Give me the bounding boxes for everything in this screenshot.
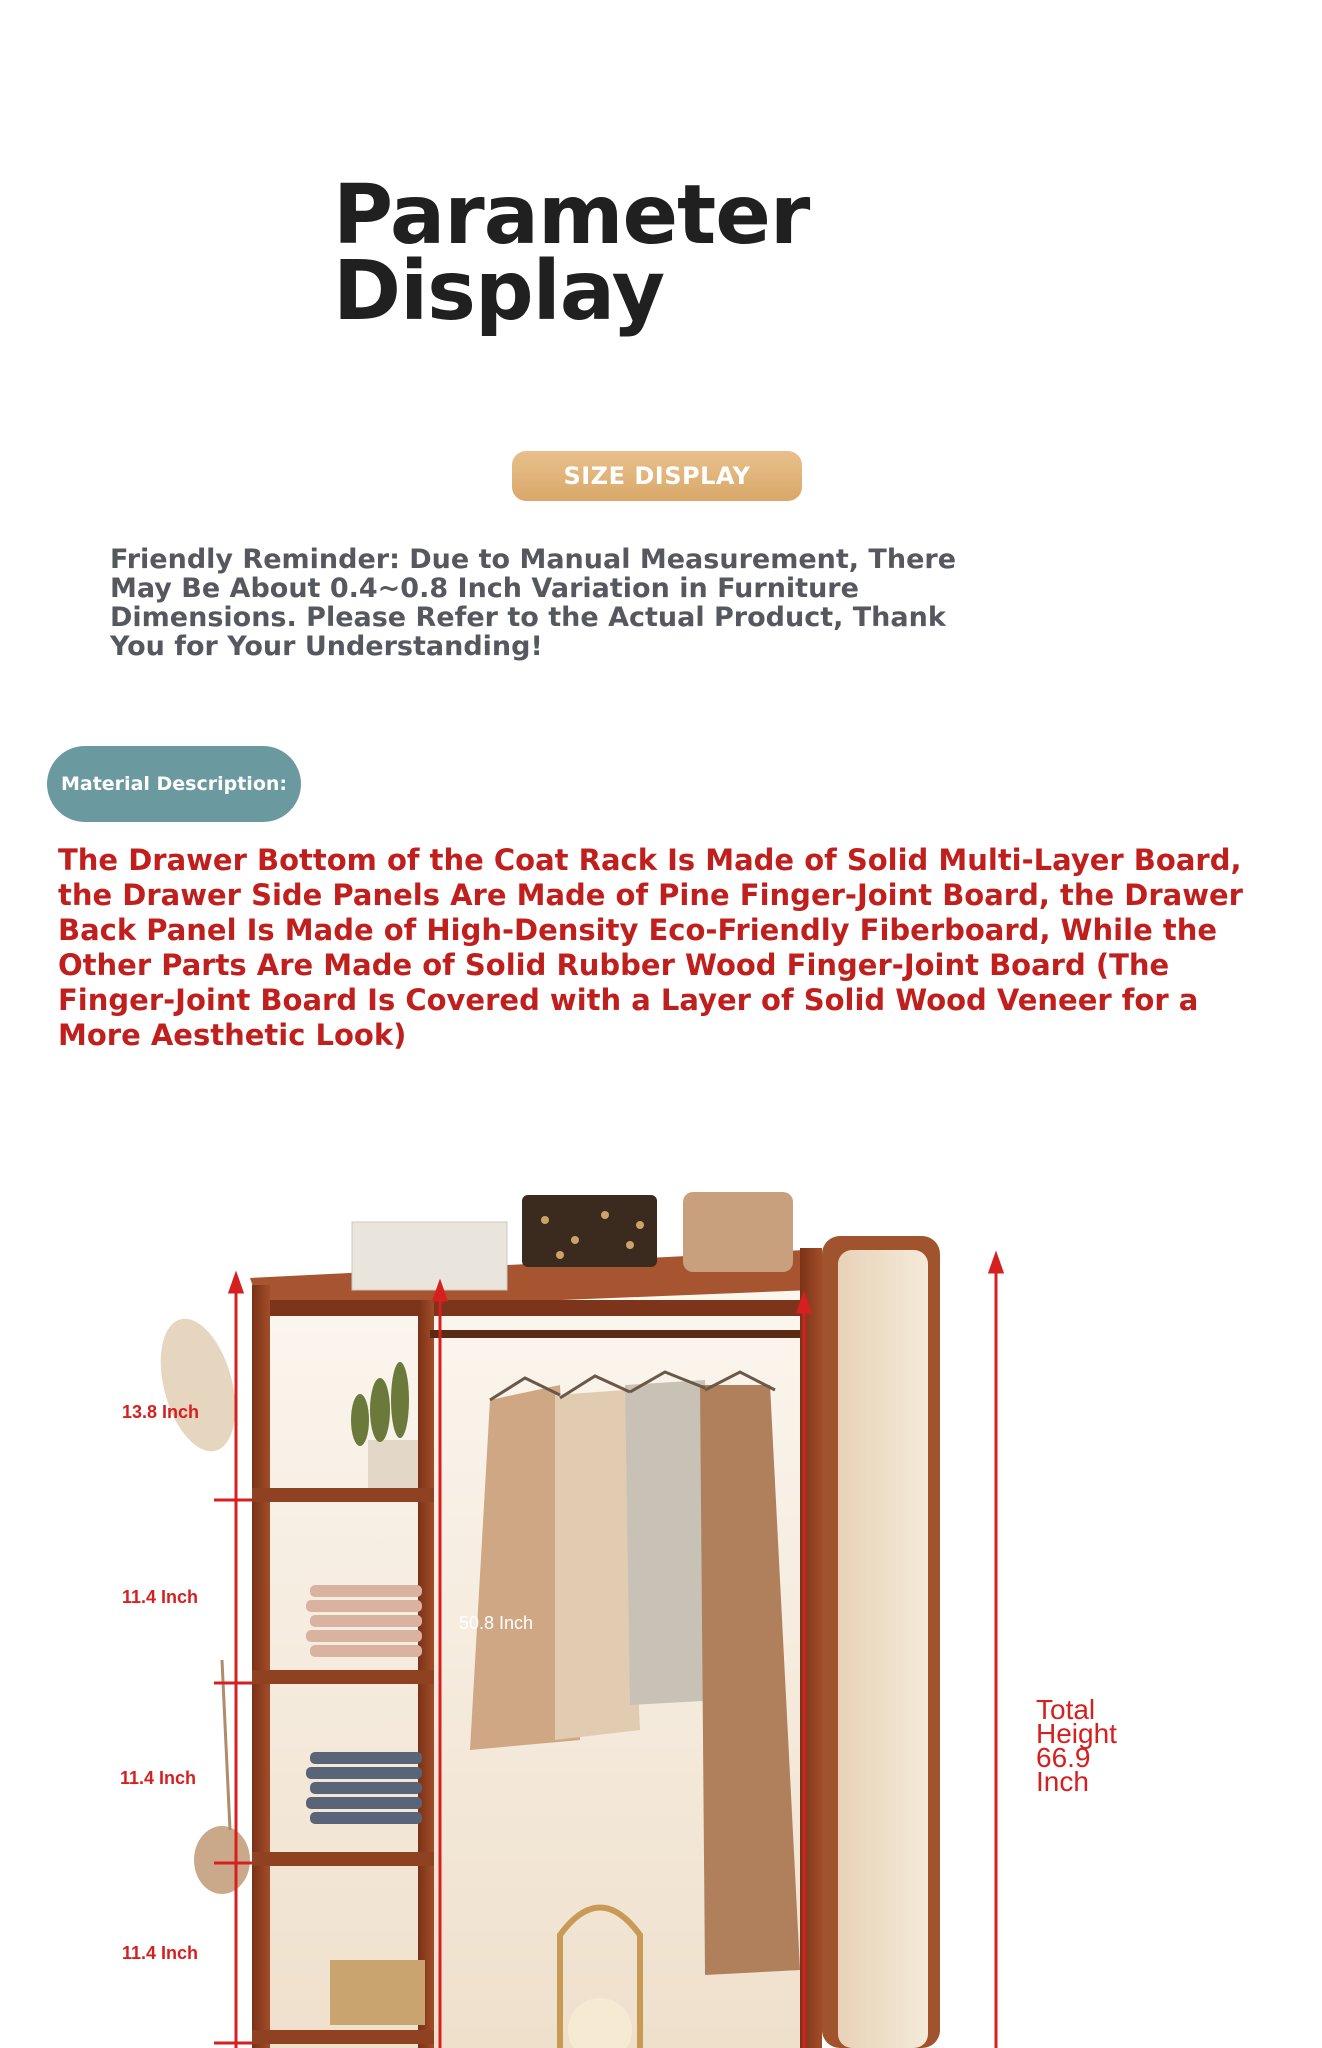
shelf [252,2030,434,2044]
shelf-2-height: 11.4 Inch [122,1587,199,1607]
material-description-text: The Drawer Bottom of the Coat Rack Is Made of Solid Multi-Layer Board, the Drawer Side Panels Are Made of Pine Finger-Joint Board, the Drawer Back Panel Is Made of High-Density Eco-Friendly Fiberboard, While the Other Parts Are Made of Solid Rubber Wood Finger-Joint Board (The Finger-Joint Board Is Covered with a Layer of Solid Wood Veneer for a More Aesthetic Look) [58,843,1243,1052]
total-height-line-3: 66.9 [1036,1742,1091,1773]
coat-rack-illustration [0,1150,1322,2048]
title-line-1: Parameter [333,168,810,263]
friendly-reminder: Friendly Reminder: Due to Manual Measurement, There May Be About 0.4~0.8 Inch Variation in Furniture Dimensions. Please Refer to the Actual Product, Thank You for Your Understanding! [110,544,957,662]
title-line-2: Display [333,244,665,339]
shelf [252,1852,434,1866]
hanging-rail [430,1330,800,1338]
total-height-line-4: Inch [1036,1766,1089,1797]
round-box-icon [683,1192,793,1272]
side-bag-icon [194,1826,250,1894]
shelf-1-height: 13.8 Inch [122,1402,200,1422]
storage-box-icon [352,1222,507,1290]
shelf-4-height: 11.4 Inch [122,1943,199,1963]
total-height-line-1: Total [1036,1694,1096,1725]
basket-icon [330,1960,425,2025]
total-height-line-2: Height [1036,1718,1117,1749]
handbag-icon [522,1195,657,1267]
mirror-panel [838,1250,928,2048]
total-height [1036,1694,1146,1797]
hanging-height: 50.8 Inch [459,1613,534,1633]
left-front-post [252,1285,270,2048]
material-description-badge: Material Description: [47,746,301,822]
shelf [252,1670,434,1684]
plant-pot-icon [368,1440,418,1488]
rack-top-front [252,1300,812,1316]
page-title [333,168,810,339]
hat-icon [148,1311,249,1460]
shelf-3-height: 11.4 Inch [120,1768,197,1788]
size-display-badge: SIZE DISPLAY [512,451,802,501]
shelf [252,1488,434,1502]
